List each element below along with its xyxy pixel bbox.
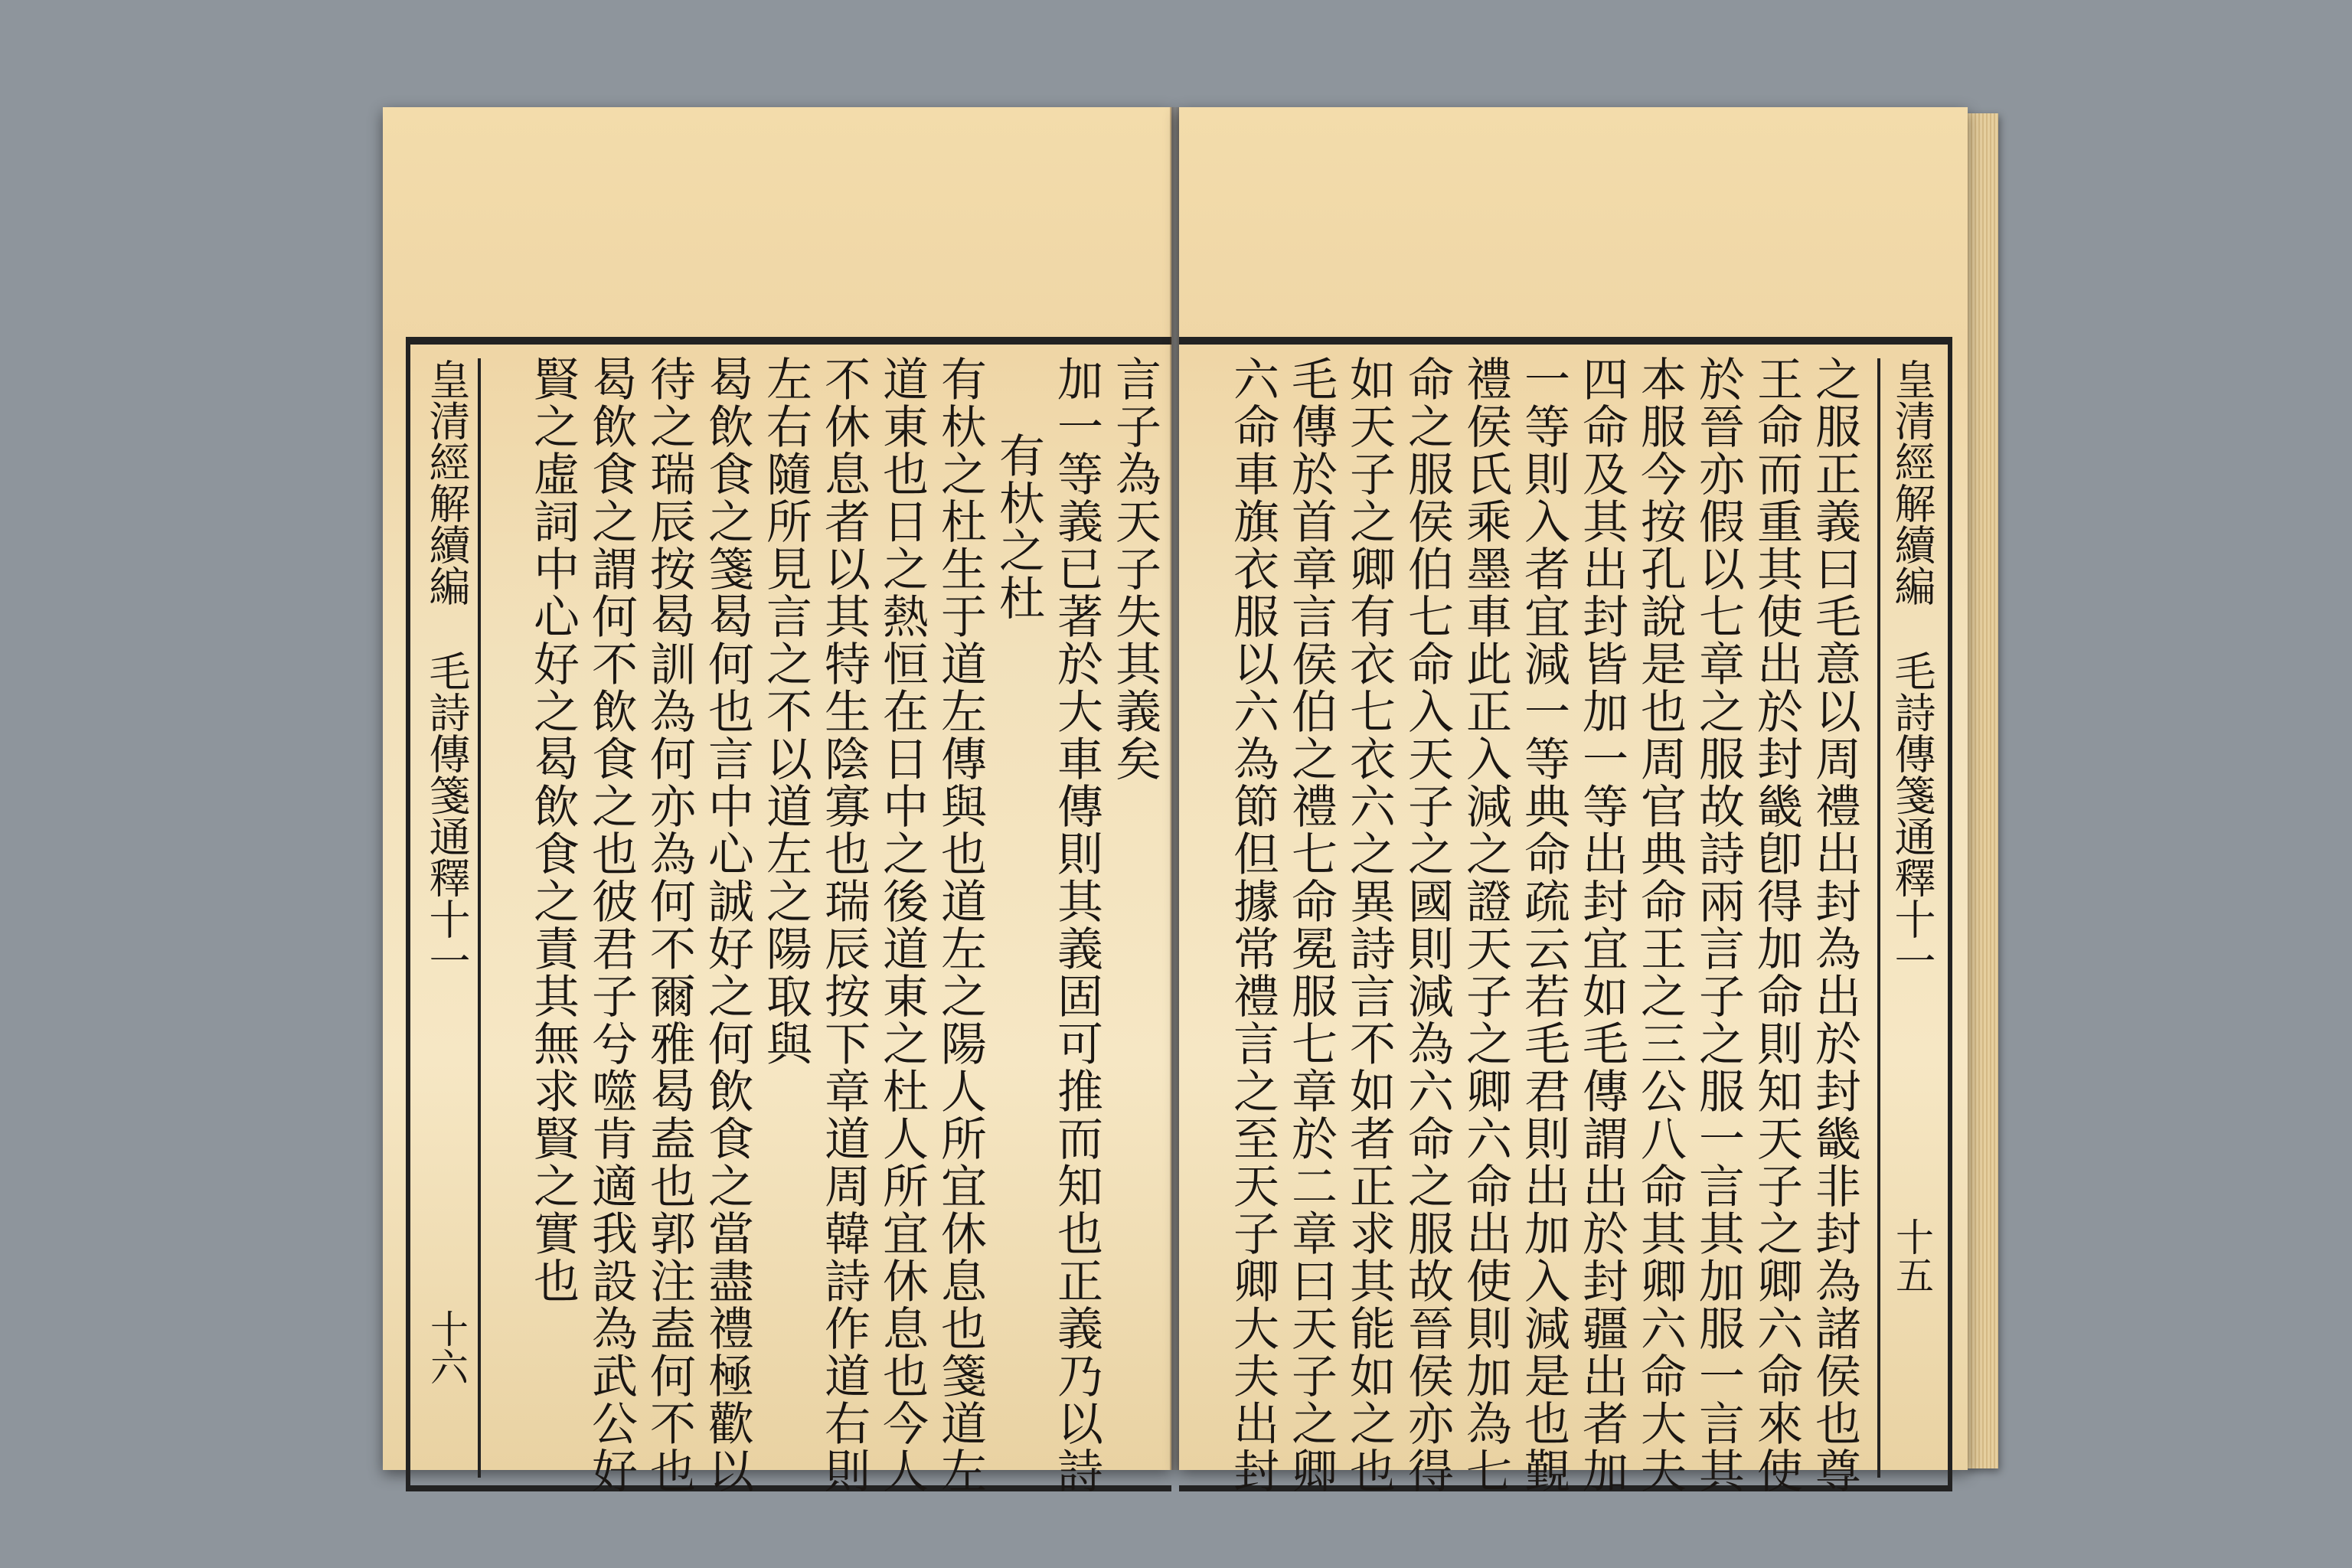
page-edges xyxy=(1965,113,1998,1468)
right-page-number: 十五 xyxy=(1890,1217,1934,1294)
text-column: 曷飲食之箋曷何也言中心誠好之何飲食之當盡禮極歡以 xyxy=(701,355,754,1494)
text-column: 言子為天子失其義矣 xyxy=(1108,355,1161,782)
text-column: 道東也日之熱恒在日中之後道東之杜人所宜休息也今人 xyxy=(875,355,929,1494)
text-column: 加一等義已著於大車傳則其義固可推而知也正義乃以詩 xyxy=(1050,355,1103,1494)
left-page-number: 十六 xyxy=(424,1309,469,1386)
text-column: 有杕之杜生于道左傳與也道左之陽人所宜休息也箋道左 xyxy=(933,355,987,1494)
text-column: 待之瑞辰按曷訓為何亦為何不爾雅曷盍也郭注盍何不也 xyxy=(642,355,696,1494)
text-column: 本服今按孔說是也周官典命王之三公八命其卿六命大夫 xyxy=(1633,355,1687,1494)
text-column: 四命及其出封皆加一等出封宜如毛傳謂出於封疆出者加 xyxy=(1575,355,1628,1494)
left-page-frame xyxy=(406,337,1171,1494)
right-page-frame xyxy=(1179,337,1952,1494)
left-page xyxy=(383,107,1171,1494)
right-page xyxy=(1179,107,1968,1494)
right-margin-subtitle: 毛詩傳箋通釋十一 xyxy=(1888,650,1936,982)
text-column: 命之服侯伯七命入天子之國則減為六命之服故晉侯亦得 xyxy=(1400,355,1454,1494)
text-column: 禮侯氏乘墨車此正入減之證天子之卿六命出使則加為七 xyxy=(1459,355,1512,1494)
left-margin-subtitle: 毛詩傳箋通釋十一 xyxy=(423,650,471,982)
right-text-block xyxy=(1202,355,1864,1494)
text-column: 如天子之卿有衣七衣六之異詩言不如者正求其能如之也 xyxy=(1342,355,1396,1494)
open-book xyxy=(383,100,2006,1494)
left-text-block xyxy=(495,355,1164,1494)
left-margin-column xyxy=(415,358,481,1478)
text-column: 左右隨所見言之不以道左之陽取與 xyxy=(759,355,812,1067)
text-column: 王命而重其使出於封畿卽得加命則知天子之卿六命來使 xyxy=(1749,355,1803,1494)
text-column: 不休息者以其特生陰寡也瑞辰按下章道周韓詩作道右則 xyxy=(817,355,871,1494)
text-column: 賢之虛詞中心好之曷飲食之責其無求賢之實也 xyxy=(526,355,580,1305)
text-column: 一等則入者宜減一等典命疏云若毛君則出加入減是也覲 xyxy=(1517,355,1570,1494)
right-margin-title: 皇清經解續編 xyxy=(1888,358,1936,606)
text-column: 曷飲食之謂何不飲食之也彼君子兮噬肯適我設為武公好 xyxy=(584,355,638,1494)
right-margin-column xyxy=(1877,358,1943,1478)
section-heading: 有杕之杜 xyxy=(991,432,1045,622)
text-column: 毛傳於首章言侯伯之禮七命冕服七章於二章曰天子之卿 xyxy=(1284,355,1338,1494)
left-margin-title: 皇清經解續編 xyxy=(423,358,471,606)
text-column: 於晉亦假以七章之服故詩兩言子之服一言其加服一言其 xyxy=(1691,355,1745,1494)
text-column: 六命車旗衣服以六為節但據常禮言之至天子卿大夫出封 xyxy=(1226,355,1279,1494)
text-column: 之服正義曰毛意以周禮出封為出於封畿非封為諸侯也尊 xyxy=(1808,355,1861,1494)
